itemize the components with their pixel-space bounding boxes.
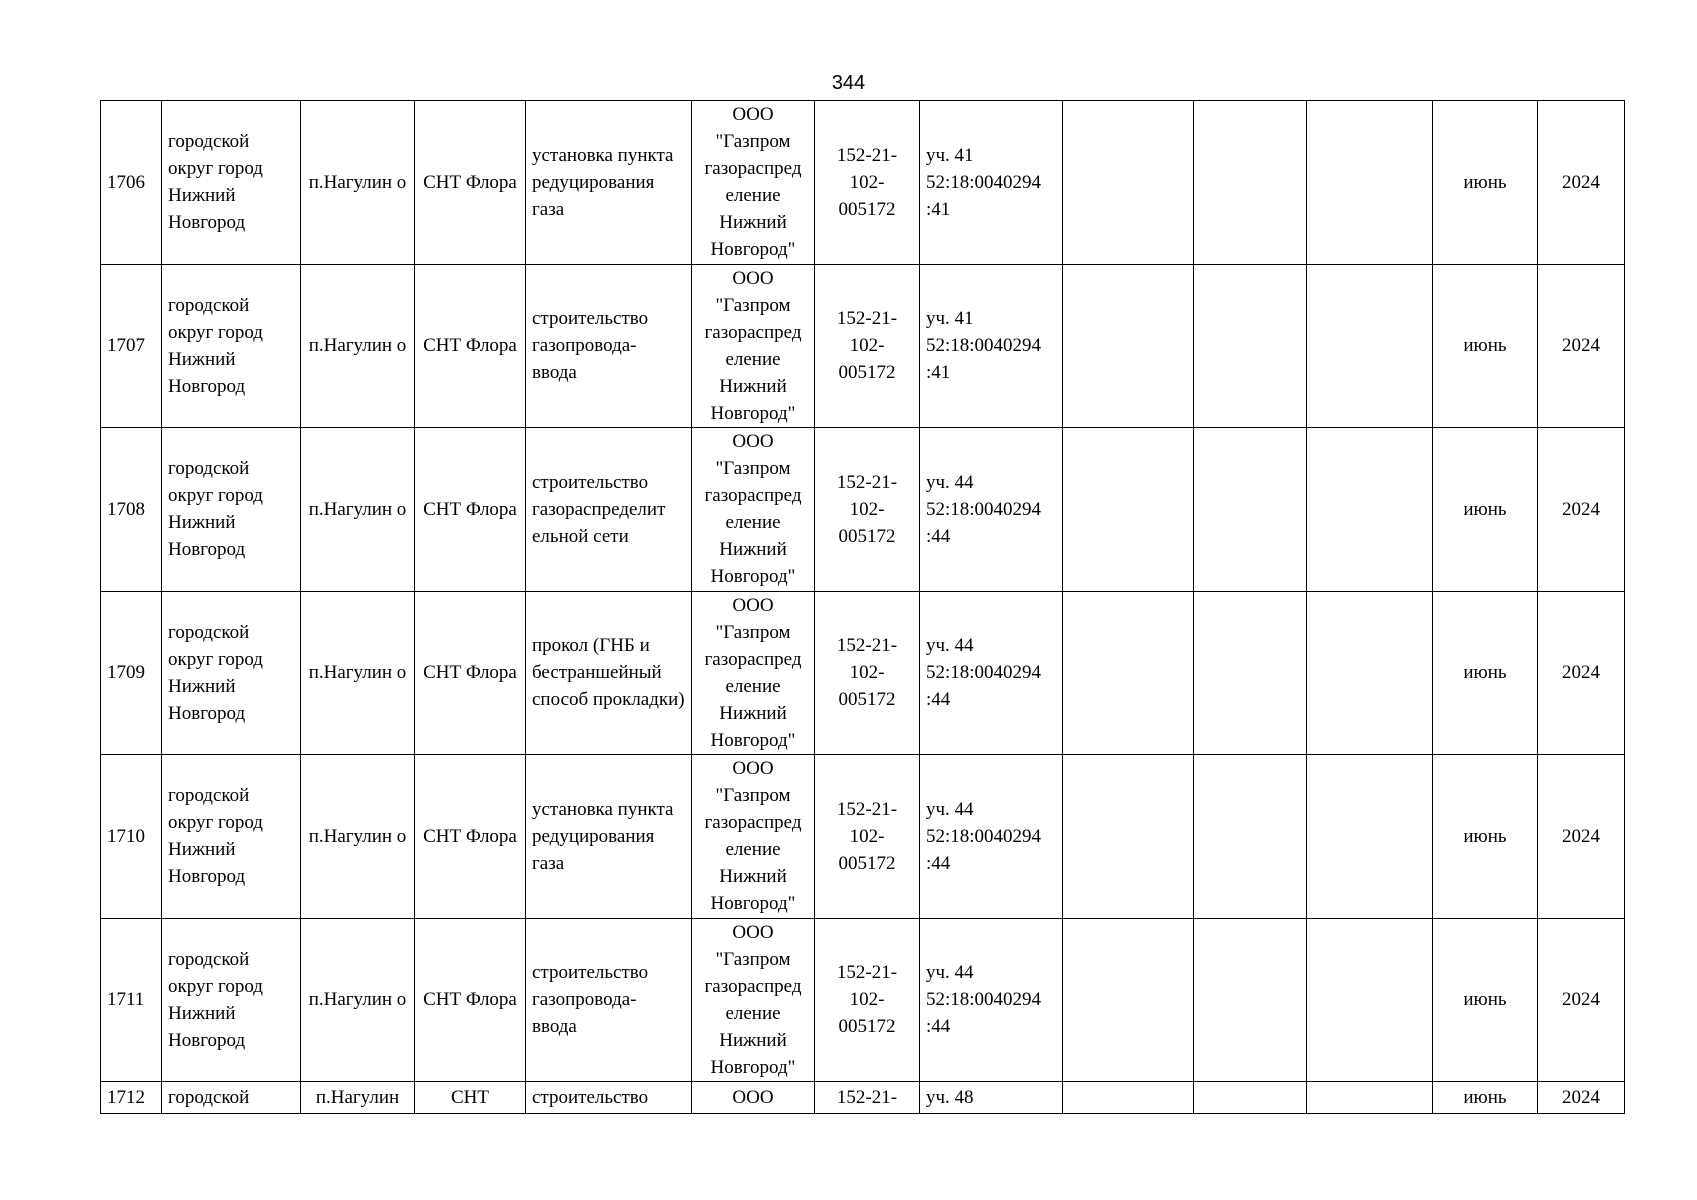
permit-number-cell: 152-21- 102- 005172 xyxy=(815,101,920,265)
empty-cell xyxy=(1307,428,1433,592)
settlement-cell: п.Нагулин о xyxy=(301,101,415,265)
settlement-cell: п.Нагулин о xyxy=(301,918,415,1082)
land-plot-cell: уч. 44 52:18:0040294 :44 xyxy=(920,755,1063,919)
empty-cell xyxy=(1194,918,1307,1082)
municipality-cell: городской округ город Нижний Новгород xyxy=(162,918,301,1082)
settlement-cell: п.Нагулин xyxy=(301,1082,415,1114)
empty-cell xyxy=(1307,101,1433,265)
table-row xyxy=(101,264,1625,428)
row-number: 1706 xyxy=(101,101,162,265)
year-cell: 2024 xyxy=(1538,428,1625,592)
month-cell: июнь xyxy=(1433,918,1538,1082)
organization-cell: ООО "Газпром газораспред еление Нижний Новгород" xyxy=(692,428,815,592)
empty-cell xyxy=(1063,918,1194,1082)
street-cell: СНТ Флора xyxy=(415,101,526,265)
street-cell: СНТ Флора xyxy=(415,918,526,1082)
municipality-cell: городской округ город Нижний Новгород xyxy=(162,591,301,755)
land-plot-cell: уч. 41 52:18:0040294 :41 xyxy=(920,101,1063,265)
street-cell: СНТ Флора xyxy=(415,428,526,592)
settlement-cell: п.Нагулин о xyxy=(301,591,415,755)
registry-rows xyxy=(101,101,1625,1114)
street-cell: СНТ xyxy=(415,1082,526,1114)
land-plot-cell: уч. 44 52:18:0040294 :44 xyxy=(920,591,1063,755)
empty-cell xyxy=(1063,264,1194,428)
municipality-cell: городской округ город Нижний Новгород xyxy=(162,264,301,428)
empty-cell xyxy=(1194,264,1307,428)
empty-cell xyxy=(1307,591,1433,755)
month-cell: июнь xyxy=(1433,101,1538,265)
permit-number-cell: 152-21- 102- 005172 xyxy=(815,428,920,592)
organization-cell: ООО "Газпром газораспред еление Нижний Новгород" xyxy=(692,591,815,755)
row-number: 1707 xyxy=(101,264,162,428)
year-cell: 2024 xyxy=(1538,755,1625,919)
empty-cell xyxy=(1307,1082,1433,1114)
row-number: 1712 xyxy=(101,1082,162,1114)
empty-cell xyxy=(1063,101,1194,265)
work-type-cell: прокол (ГНБ и бестраншейный способ прокладки) xyxy=(526,591,692,755)
street-cell: СНТ Флора xyxy=(415,591,526,755)
month-cell: июнь xyxy=(1433,428,1538,592)
work-type-cell: строительство xyxy=(526,1082,692,1114)
month-cell: июнь xyxy=(1433,591,1538,755)
month-cell: июнь xyxy=(1433,755,1538,919)
permit-number-cell: 152-21- 102- 005172 xyxy=(815,591,920,755)
work-type-cell: установка пункта редуцирования газа xyxy=(526,755,692,919)
table-row xyxy=(101,591,1625,755)
work-type-cell: установка пункта редуцирования газа xyxy=(526,101,692,265)
street-cell: СНТ Флора xyxy=(415,755,526,919)
organization-cell: ООО "Газпром газораспред еление Нижний Новгород" xyxy=(692,101,815,265)
permit-number-cell: 152-21- 102- 005172 xyxy=(815,264,920,428)
row-number: 1710 xyxy=(101,755,162,919)
year-cell: 2024 xyxy=(1538,101,1625,265)
work-type-cell: строительство газопровода- ввода xyxy=(526,918,692,1082)
organization-cell: ООО xyxy=(692,1082,815,1114)
land-plot-cell: уч. 44 52:18:0040294 :44 xyxy=(920,428,1063,592)
land-plot-cell: уч. 44 52:18:0040294 :44 xyxy=(920,918,1063,1082)
municipality-cell: городской xyxy=(162,1082,301,1114)
table-row xyxy=(101,918,1625,1082)
month-cell: июнь xyxy=(1433,264,1538,428)
empty-cell xyxy=(1194,591,1307,755)
permit-number-cell: 152-21- 102- 005172 xyxy=(815,755,920,919)
empty-cell xyxy=(1307,264,1433,428)
row-number: 1711 xyxy=(101,918,162,1082)
permit-number-cell: 152-21- 102- 005172 xyxy=(815,918,920,1082)
empty-cell xyxy=(1194,1082,1307,1114)
year-cell: 2024 xyxy=(1538,1082,1625,1114)
organization-cell: ООО "Газпром газораспред еление Нижний Новгород" xyxy=(692,918,815,1082)
permit-number-cell: 152-21- xyxy=(815,1082,920,1114)
land-plot-cell: уч. 41 52:18:0040294 :41 xyxy=(920,264,1063,428)
page-number: 344 xyxy=(831,72,866,94)
settlement-cell: п.Нагулин о xyxy=(301,428,415,592)
table-row xyxy=(101,1082,1625,1114)
empty-cell xyxy=(1307,918,1433,1082)
empty-cell xyxy=(1194,755,1307,919)
empty-cell xyxy=(1194,101,1307,265)
land-plot-cell: уч. 48 xyxy=(920,1082,1063,1114)
empty-cell xyxy=(1063,1082,1194,1114)
municipality-cell: городской округ город Нижний Новгород xyxy=(162,755,301,919)
settlement-cell: п.Нагулин о xyxy=(301,755,415,919)
municipality-cell: городской округ город Нижний Новгород xyxy=(162,428,301,592)
year-cell: 2024 xyxy=(1538,918,1625,1082)
month-cell: июнь xyxy=(1433,1082,1538,1114)
table-row xyxy=(101,101,1625,265)
settlement-cell: п.Нагулин о xyxy=(301,264,415,428)
empty-cell xyxy=(1063,755,1194,919)
table-row xyxy=(101,428,1625,592)
row-number: 1709 xyxy=(101,591,162,755)
work-type-cell: строительство газораспределит ельной сети xyxy=(526,428,692,592)
table-row xyxy=(101,755,1625,919)
empty-cell xyxy=(1063,428,1194,592)
year-cell: 2024 xyxy=(1538,264,1625,428)
empty-cell xyxy=(1063,591,1194,755)
empty-cell xyxy=(1307,755,1433,919)
street-cell: СНТ Флора xyxy=(415,264,526,428)
registry-table xyxy=(100,100,1625,1114)
municipality-cell: городской округ город Нижний Новгород xyxy=(162,101,301,265)
empty-cell xyxy=(1194,428,1307,592)
organization-cell: ООО "Газпром газораспред еление Нижний Новгород" xyxy=(692,264,815,428)
work-type-cell: строительство газопровода- ввода xyxy=(526,264,692,428)
row-number: 1708 xyxy=(101,428,162,592)
year-cell: 2024 xyxy=(1538,591,1625,755)
organization-cell: ООО "Газпром газораспред еление Нижний Новгород" xyxy=(692,755,815,919)
